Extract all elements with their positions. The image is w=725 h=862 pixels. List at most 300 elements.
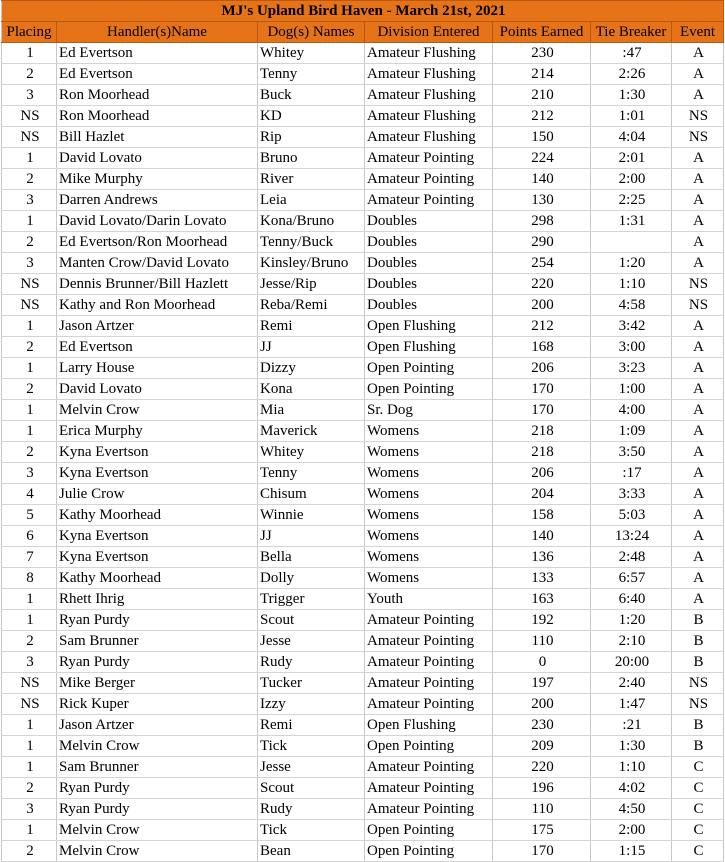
cell-event[interactable]: A (672, 169, 724, 190)
cell-dog[interactable]: Tick (258, 736, 365, 757)
cell-handler[interactable]: Ron Moorhead (57, 106, 258, 127)
cell-placing[interactable]: 3 (2, 463, 57, 484)
table-row (2, 778, 724, 799)
cell-event[interactable]: A (672, 190, 724, 211)
cell-tiebreaker[interactable]: 1:01 (591, 106, 672, 127)
cell-dog[interactable]: Jesse (258, 631, 365, 652)
cell-event[interactable]: NS (672, 694, 724, 715)
cell-division[interactable]: Doubles (365, 232, 493, 253)
cell-placing[interactable]: 7 (2, 547, 57, 568)
cell-placing[interactable]: 1 (2, 421, 57, 442)
cell-points[interactable]: 175 (493, 820, 591, 841)
cell-dog[interactable]: Rudy (258, 799, 365, 820)
cell-points[interactable]: 196 (493, 778, 591, 799)
cell-dog[interactable]: Jesse/Rip (258, 274, 365, 295)
cell-handler[interactable]: Melvin Crow (57, 820, 258, 841)
cell-handler[interactable]: Jason Artzer (57, 715, 258, 736)
cell-tiebreaker[interactable]: 2:00 (591, 820, 672, 841)
cell-division[interactable]: Doubles (365, 274, 493, 295)
cell-tiebreaker[interactable] (591, 232, 672, 253)
cell-placing[interactable]: 3 (2, 85, 57, 106)
cell-placing[interactable]: 1 (2, 610, 57, 631)
cell-placing[interactable]: 1 (2, 43, 57, 64)
table-row (2, 505, 724, 526)
cell-division[interactable]: Amateur Pointing (365, 778, 493, 799)
cell-handler[interactable]: Julie Crow (57, 484, 258, 505)
cell-points[interactable]: 130 (493, 190, 591, 211)
cell-dog[interactable]: Whitey (258, 442, 365, 463)
cell-tiebreaker[interactable]: 2:00 (591, 169, 672, 190)
cell-division[interactable]: Amateur Pointing (365, 694, 493, 715)
cell-event[interactable]: A (672, 358, 724, 379)
cell-event[interactable]: A (672, 400, 724, 421)
table-row (2, 190, 724, 211)
cell-event[interactable]: A (672, 232, 724, 253)
cell-tiebreaker[interactable]: :21 (591, 715, 672, 736)
cell-placing[interactable]: 1 (2, 757, 57, 778)
cell-placing[interactable]: NS (2, 274, 57, 295)
cell-points[interactable]: 224 (493, 148, 591, 169)
cell-handler[interactable]: Ryan Purdy (57, 652, 258, 673)
header-division[interactable]: Division Entered (365, 22, 493, 43)
cell-event[interactable]: A (672, 505, 724, 526)
cell-handler[interactable]: Kyna Evertson (57, 442, 258, 463)
cell-event[interactable]: C (672, 820, 724, 841)
cell-points[interactable]: 0 (493, 652, 591, 673)
cell-event[interactable]: A (672, 337, 724, 358)
cell-event[interactable]: A (672, 442, 724, 463)
cell-placing[interactable]: 2 (2, 379, 57, 400)
cell-handler[interactable]: David Lovato (57, 148, 258, 169)
cell-tiebreaker[interactable]: 4:02 (591, 778, 672, 799)
cell-dog[interactable]: JJ (258, 337, 365, 358)
cell-placing[interactable]: 2 (2, 778, 57, 799)
table-row (2, 127, 724, 148)
cell-tiebreaker[interactable]: 4:58 (591, 295, 672, 316)
cell-dog[interactable]: Reba/Remi (258, 295, 365, 316)
cell-division[interactable]: Womens (365, 547, 493, 568)
cell-handler[interactable]: Sam Brunner (57, 757, 258, 778)
cell-division[interactable]: Amateur Flushing (365, 64, 493, 85)
table-row (2, 421, 724, 442)
table-row (2, 715, 724, 736)
cell-dog[interactable]: Winnie (258, 505, 365, 526)
cell-division[interactable]: Amateur Pointing (365, 610, 493, 631)
header-handler[interactable]: Handler(s)Name (57, 22, 258, 43)
cell-division[interactable]: Youth (365, 589, 493, 610)
cell-dog[interactable]: Kinsley/Bruno (258, 253, 365, 274)
cell-division[interactable]: Amateur Flushing (365, 43, 493, 64)
cell-points[interactable]: 200 (493, 295, 591, 316)
cell-placing[interactable]: NS (2, 673, 57, 694)
cell-placing[interactable]: 3 (2, 253, 57, 274)
cell-handler[interactable]: Ed Evertson (57, 337, 258, 358)
cell-division[interactable]: Amateur Pointing (365, 673, 493, 694)
cell-points[interactable]: 210 (493, 85, 591, 106)
cell-dog[interactable]: Bella (258, 547, 365, 568)
cell-division[interactable]: Doubles (365, 253, 493, 274)
cell-points[interactable]: 158 (493, 505, 591, 526)
cell-handler[interactable]: Kathy Moorhead (57, 568, 258, 589)
cell-division[interactable]: Womens (365, 505, 493, 526)
cell-tiebreaker[interactable]: 2:10 (591, 631, 672, 652)
cell-points[interactable]: 218 (493, 442, 591, 463)
cell-tiebreaker[interactable]: 1:30 (591, 736, 672, 757)
cell-tiebreaker[interactable]: 20:00 (591, 652, 672, 673)
cell-event[interactable]: B (672, 610, 724, 631)
cell-points[interactable]: 110 (493, 631, 591, 652)
cell-event[interactable]: C (672, 841, 724, 862)
header-event[interactable]: Event (672, 22, 724, 43)
cell-tiebreaker[interactable]: 3:23 (591, 358, 672, 379)
cell-placing[interactable]: NS (2, 694, 57, 715)
cell-points[interactable]: 204 (493, 484, 591, 505)
cell-points[interactable]: 200 (493, 694, 591, 715)
cell-handler[interactable]: Melvin Crow (57, 736, 258, 757)
cell-dog[interactable]: JJ (258, 526, 365, 547)
cell-handler[interactable]: Ed Evertson/Ron Moorhead (57, 232, 258, 253)
cell-dog[interactable]: Dolly (258, 568, 365, 589)
cell-event[interactable]: A (672, 568, 724, 589)
cell-dog[interactable]: Chisum (258, 484, 365, 505)
cell-placing[interactable]: 2 (2, 232, 57, 253)
cell-handler[interactable]: Darren Andrews (57, 190, 258, 211)
cell-placing[interactable]: 1 (2, 820, 57, 841)
cell-points[interactable]: 140 (493, 526, 591, 547)
cell-division[interactable]: Amateur Pointing (365, 169, 493, 190)
cell-dog[interactable]: Buck (258, 85, 365, 106)
cell-handler[interactable]: Ed Evertson (57, 64, 258, 85)
cell-placing[interactable]: 2 (2, 841, 57, 862)
cell-points[interactable]: 212 (493, 316, 591, 337)
cell-handler[interactable]: Mike Berger (57, 673, 258, 694)
cell-handler[interactable]: Erica Murphy (57, 421, 258, 442)
cell-division[interactable]: Open Pointing (365, 736, 493, 757)
cell-points[interactable]: 150 (493, 127, 591, 148)
cell-division[interactable]: Amateur Pointing (365, 757, 493, 778)
cell-placing[interactable]: NS (2, 127, 57, 148)
cell-dog[interactable]: River (258, 169, 365, 190)
cell-handler[interactable]: Kyna Evertson (57, 547, 258, 568)
cell-dog[interactable]: Trigger (258, 589, 365, 610)
cell-dog[interactable]: Bean (258, 841, 365, 862)
cell-placing[interactable]: 1 (2, 316, 57, 337)
cell-tiebreaker[interactable]: 2:25 (591, 190, 672, 211)
cell-event[interactable]: A (672, 421, 724, 442)
cell-event[interactable]: NS (672, 295, 724, 316)
cell-points[interactable]: 170 (493, 400, 591, 421)
cell-division[interactable]: Sr. Dog (365, 400, 493, 421)
cell-placing[interactable]: 1 (2, 589, 57, 610)
cell-event[interactable]: A (672, 211, 724, 232)
cell-tiebreaker[interactable]: 13:24 (591, 526, 672, 547)
cell-event[interactable]: A (672, 589, 724, 610)
cell-division[interactable]: Womens (365, 484, 493, 505)
cell-points[interactable]: 212 (493, 106, 591, 127)
cell-handler[interactable]: Kyna Evertson (57, 463, 258, 484)
cell-division[interactable]: Open Flushing (365, 316, 493, 337)
cell-event[interactable]: C (672, 757, 724, 778)
table-row (2, 379, 724, 400)
cell-placing[interactable]: 2 (2, 169, 57, 190)
cell-dog[interactable]: Kona/Bruno (258, 211, 365, 232)
cell-tiebreaker[interactable]: 2:48 (591, 547, 672, 568)
cell-tiebreaker[interactable]: 1:15 (591, 841, 672, 862)
cell-event[interactable]: A (672, 484, 724, 505)
cell-tiebreaker[interactable]: 1:30 (591, 85, 672, 106)
cell-event[interactable]: C (672, 778, 724, 799)
cell-division[interactable]: Open Pointing (365, 358, 493, 379)
cell-event[interactable]: NS (672, 106, 724, 127)
cell-handler[interactable]: Dennis Brunner/Bill Hazlett (57, 274, 258, 295)
cell-points[interactable]: 136 (493, 547, 591, 568)
cell-placing[interactable]: 3 (2, 799, 57, 820)
cell-placing[interactable]: 2 (2, 64, 57, 85)
header-dog[interactable]: Dog(s) Names (258, 22, 365, 43)
cell-handler[interactable]: David Lovato/Darin Lovato (57, 211, 258, 232)
cell-tiebreaker[interactable]: 4:00 (591, 400, 672, 421)
cell-event[interactable]: A (672, 253, 724, 274)
cell-dog[interactable]: Scout (258, 778, 365, 799)
cell-handler[interactable]: Kathy Moorhead (57, 505, 258, 526)
cell-event[interactable]: A (672, 526, 724, 547)
cell-placing[interactable]: 6 (2, 526, 57, 547)
cell-dog[interactable]: KD (258, 106, 365, 127)
cell-placing[interactable]: 1 (2, 211, 57, 232)
cell-tiebreaker[interactable]: :47 (591, 43, 672, 64)
cell-dog[interactable]: Tenny/Buck (258, 232, 365, 253)
cell-handler[interactable]: Ryan Purdy (57, 799, 258, 820)
cell-division[interactable]: Womens (365, 421, 493, 442)
table-row (2, 43, 724, 64)
cell-event[interactable]: A (672, 148, 724, 169)
cell-tiebreaker[interactable]: 1:00 (591, 379, 672, 400)
cell-placing[interactable]: 4 (2, 484, 57, 505)
cell-tiebreaker[interactable]: 3:50 (591, 442, 672, 463)
cell-division[interactable]: Amateur Flushing (365, 106, 493, 127)
cell-dog[interactable]: Tenny (258, 64, 365, 85)
cell-event[interactable]: A (672, 463, 724, 484)
cell-points[interactable]: 254 (493, 253, 591, 274)
cell-division[interactable]: Open Flushing (365, 337, 493, 358)
cell-event[interactable]: NS (672, 274, 724, 295)
cell-dog[interactable]: Dizzy (258, 358, 365, 379)
table-row (2, 148, 724, 169)
cell-event[interactable]: A (672, 547, 724, 568)
cell-event[interactable]: B (672, 715, 724, 736)
table-row (2, 85, 724, 106)
cell-tiebreaker[interactable]: 1:47 (591, 694, 672, 715)
cell-placing[interactable]: 8 (2, 568, 57, 589)
cell-handler[interactable]: Kathy and Ron Moorhead (57, 295, 258, 316)
cell-dog[interactable]: Bruno (258, 148, 365, 169)
cell-placing[interactable]: NS (2, 106, 57, 127)
cell-handler[interactable]: Bill Hazlet (57, 127, 258, 148)
cell-points[interactable]: 170 (493, 841, 591, 862)
cell-handler[interactable]: Ed Evertson (57, 43, 258, 64)
cell-points[interactable]: 290 (493, 232, 591, 253)
table-row (2, 820, 724, 841)
cell-division[interactable]: Womens (365, 526, 493, 547)
cell-event[interactable]: NS (672, 673, 724, 694)
cell-division[interactable]: Amateur Pointing (365, 799, 493, 820)
cell-points[interactable]: 168 (493, 337, 591, 358)
cell-placing[interactable]: 5 (2, 505, 57, 526)
cell-tiebreaker[interactable]: 6:40 (591, 589, 672, 610)
cell-event[interactable]: A (672, 316, 724, 337)
cell-division[interactable]: Womens (365, 568, 493, 589)
cell-tiebreaker[interactable]: 4:50 (591, 799, 672, 820)
table-row (2, 484, 724, 505)
cell-division[interactable]: Open Flushing (365, 715, 493, 736)
cell-tiebreaker[interactable]: 1:20 (591, 253, 672, 274)
cell-dog[interactable]: Remi (258, 316, 365, 337)
cell-division[interactable]: Womens (365, 463, 493, 484)
header-tiebreaker[interactable]: Tie Breaker (591, 22, 672, 43)
cell-event[interactable]: B (672, 736, 724, 757)
cell-handler[interactable]: Jason Artzer (57, 316, 258, 337)
cell-tiebreaker[interactable]: 1:20 (591, 610, 672, 631)
cell-tiebreaker[interactable]: 1:09 (591, 421, 672, 442)
cell-event[interactable]: B (672, 652, 724, 673)
cell-points[interactable]: 197 (493, 673, 591, 694)
cell-placing[interactable]: 1 (2, 148, 57, 169)
cell-event[interactable]: A (672, 64, 724, 85)
cell-tiebreaker[interactable]: 5:03 (591, 505, 672, 526)
cell-handler[interactable]: Rhett Ihrig (57, 589, 258, 610)
cell-event[interactable]: C (672, 799, 724, 820)
cell-placing[interactable]: 3 (2, 652, 57, 673)
cell-dog[interactable]: Mia (258, 400, 365, 421)
cell-handler[interactable]: Manten Crow/David Lovato (57, 253, 258, 274)
cell-tiebreaker[interactable]: 1:10 (591, 274, 672, 295)
cell-dog[interactable]: Kona (258, 379, 365, 400)
cell-points[interactable]: 110 (493, 799, 591, 820)
cell-points[interactable]: 163 (493, 589, 591, 610)
cell-placing[interactable]: 2 (2, 442, 57, 463)
cell-tiebreaker[interactable]: 3:00 (591, 337, 672, 358)
header-points[interactable]: Points Earned (493, 22, 591, 43)
cell-points[interactable]: 206 (493, 463, 591, 484)
cell-dog[interactable]: Tucker (258, 673, 365, 694)
cell-event[interactable]: A (672, 379, 724, 400)
cell-points[interactable]: 298 (493, 211, 591, 232)
cell-placing[interactable]: 1 (2, 715, 57, 736)
cell-division[interactable]: Doubles (365, 211, 493, 232)
table-row (2, 232, 724, 253)
cell-handler[interactable]: David Lovato (57, 379, 258, 400)
cell-dog[interactable]: Maverick (258, 421, 365, 442)
cell-handler[interactable]: Kyna Evertson (57, 526, 258, 547)
cell-points[interactable]: 206 (493, 358, 591, 379)
cell-tiebreaker[interactable]: 3:33 (591, 484, 672, 505)
cell-points[interactable]: 192 (493, 610, 591, 631)
cell-dog[interactable]: Tenny (258, 463, 365, 484)
cell-tiebreaker[interactable]: 4:04 (591, 127, 672, 148)
cell-tiebreaker[interactable]: 2:40 (591, 673, 672, 694)
cell-points[interactable]: 209 (493, 736, 591, 757)
cell-placing[interactable]: 2 (2, 337, 57, 358)
table-row (2, 337, 724, 358)
table-row (2, 589, 724, 610)
cell-handler[interactable]: Mike Murphy (57, 169, 258, 190)
cell-tiebreaker[interactable]: 6:57 (591, 568, 672, 589)
cell-division[interactable]: Womens (365, 442, 493, 463)
cell-dog[interactable]: Scout (258, 610, 365, 631)
cell-event[interactable]: B (672, 631, 724, 652)
cell-placing[interactable]: 1 (2, 736, 57, 757)
cell-handler[interactable]: Sam Brunner (57, 631, 258, 652)
cell-points[interactable]: 218 (493, 421, 591, 442)
cell-division[interactable]: Amateur Flushing (365, 127, 493, 148)
cell-handler[interactable]: Ryan Purdy (57, 610, 258, 631)
cell-points[interactable]: 133 (493, 568, 591, 589)
cell-points[interactable]: 140 (493, 169, 591, 190)
cell-points[interactable]: 230 (493, 43, 591, 64)
table-row (2, 358, 724, 379)
cell-tiebreaker[interactable]: 1:31 (591, 211, 672, 232)
table-row (2, 169, 724, 190)
cell-placing[interactable]: 2 (2, 631, 57, 652)
cell-dog[interactable]: Tick (258, 820, 365, 841)
cell-points[interactable]: 170 (493, 379, 591, 400)
cell-dog[interactable]: Rudy (258, 652, 365, 673)
cell-tiebreaker[interactable]: 1:10 (591, 757, 672, 778)
cell-event[interactable]: A (672, 43, 724, 64)
cell-handler[interactable]: Larry House (57, 358, 258, 379)
cell-handler[interactable]: Rick Kuper (57, 694, 258, 715)
cell-dog[interactable]: Rip (258, 127, 365, 148)
cell-tiebreaker[interactable]: 3:42 (591, 316, 672, 337)
cell-tiebreaker[interactable]: 2:26 (591, 64, 672, 85)
cell-dog[interactable]: Leia (258, 190, 365, 211)
cell-tiebreaker[interactable]: :17 (591, 463, 672, 484)
cell-division[interactable]: Open Pointing (365, 841, 493, 862)
cell-handler[interactable]: Ron Moorhead (57, 85, 258, 106)
cell-dog[interactable]: Jesse (258, 757, 365, 778)
cell-handler[interactable]: Ryan Purdy (57, 778, 258, 799)
cell-placing[interactable]: 3 (2, 190, 57, 211)
cell-handler[interactable]: Melvin Crow (57, 400, 258, 421)
cell-handler[interactable]: Melvin Crow (57, 841, 258, 862)
cell-division[interactable]: Doubles (365, 295, 493, 316)
cell-placing[interactable]: NS (2, 295, 57, 316)
cell-division[interactable]: Amateur Pointing (365, 652, 493, 673)
cell-division[interactable]: Amateur Pointing (365, 148, 493, 169)
cell-points[interactable]: 214 (493, 64, 591, 85)
table-row (2, 673, 724, 694)
cell-division[interactable]: Amateur Pointing (365, 631, 493, 652)
cell-event[interactable]: NS (672, 127, 724, 148)
cell-division[interactable]: Open Pointing (365, 379, 493, 400)
cell-division[interactable]: Amateur Flushing (365, 85, 493, 106)
cell-dog[interactable]: Whitey (258, 43, 365, 64)
cell-points[interactable]: 220 (493, 757, 591, 778)
cell-placing[interactable]: 1 (2, 358, 57, 379)
cell-event[interactable]: A (672, 85, 724, 106)
cell-division[interactable]: Amateur Pointing (365, 190, 493, 211)
table-row (2, 64, 724, 85)
cell-dog[interactable]: Izzy (258, 694, 365, 715)
cell-points[interactable]: 220 (493, 274, 591, 295)
cell-tiebreaker[interactable]: 2:01 (591, 148, 672, 169)
table-row (2, 253, 724, 274)
header-placing[interactable]: Placing (2, 22, 57, 43)
cell-placing[interactable]: 1 (2, 400, 57, 421)
cell-points[interactable]: 230 (493, 715, 591, 736)
cell-dog[interactable]: Remi (258, 715, 365, 736)
cell-division[interactable]: Open Pointing (365, 820, 493, 841)
